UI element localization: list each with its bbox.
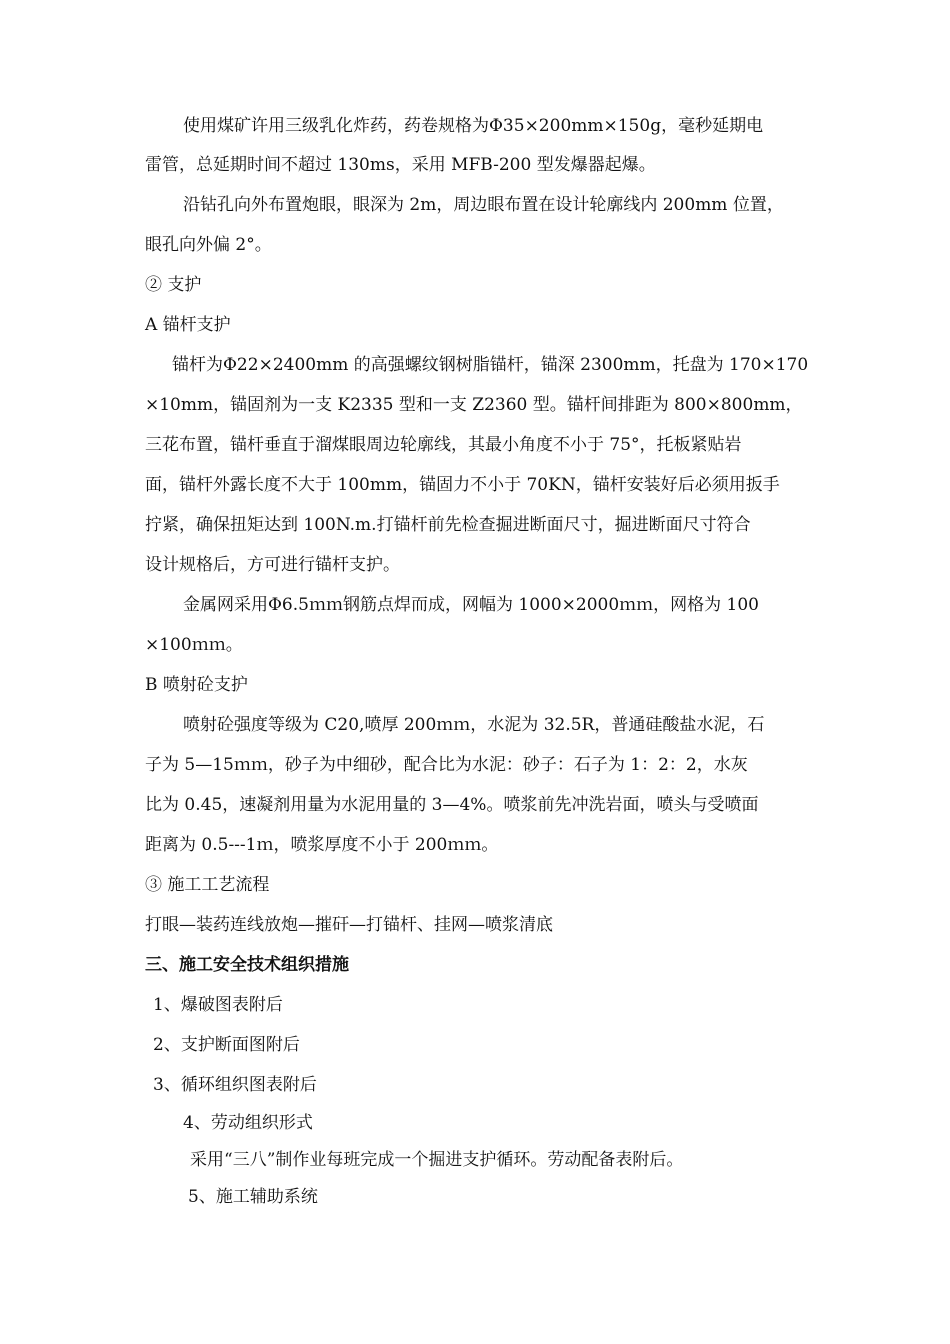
section-heading: ③ 施工工艺流程 xyxy=(145,875,270,895)
list-item: 5、施工辅助系统 xyxy=(188,1187,318,1207)
paragraph-line: 使用煤矿许用三级乳化炸药，药卷规格为Φ35×200mm×150g，毫秒延期电 xyxy=(183,116,764,136)
paragraph-line: 三花布置，锚杆垂直于溜煤眼周边轮廓线，其最小角度不小于 75°，托板紧贴岩 xyxy=(145,435,742,455)
paragraph-line: 金属网采用Φ6.5ｍｍ钢筋点焊而成，网幅为 1000×2000ｍｍ，网格为 100 xyxy=(183,595,759,615)
paragraph-line: 距离为 0.5---1ｍ，喷浆厚度不小于 200ｍｍ。 xyxy=(145,835,499,855)
paragraph-line: 眼孔向外偏 2°。 xyxy=(145,235,272,255)
paragraph-line: ×10mm，锚固剂为一支 K2335 型和一支 Z2360 型。锚杆间排距为 800×800mm， xyxy=(145,395,803,415)
paragraph-line: 喷射砼强度等级为 C20,喷厚 200ｍｍ，水泥为 32.5R，普通硅酸盐水泥，石 xyxy=(183,715,765,735)
paragraph-line: 设计规格后，方可进行锚杆支护。 xyxy=(145,555,400,575)
list-item: 1、爆破图表附后 xyxy=(153,995,283,1015)
paragraph-line: 打眼—装药连线放炮—摧矸—打锚杆、挂网—喷浆清底 xyxy=(145,915,553,935)
paragraph-line: 锚杆为Φ22×2400mm 的高强螺纹钢树脂锚杆，锚深 2300mm，托盘为 170×170 xyxy=(172,355,809,375)
paragraph-line: 面，锚杆外露长度不大于 100mm，锚固力不小于 70KN，锚杆安装好后必须用扳手 xyxy=(145,475,780,495)
list-item: 2、支护断面图附后 xyxy=(153,1035,300,1055)
paragraph-line: 子为 5—15ｍｍ，砂子为中细砂，配合比为水泥：砂子：石子为 1：2：2，水灰 xyxy=(145,755,748,775)
paragraph-line: 拧紧，确保扭矩达到 100N.m.打锚杆前先检查掘进断面尺寸，掘进断面尺寸符合 xyxy=(145,515,751,535)
paragraph-line: 沿钻孔向外布置炮眼，眼深为 2m，周边眼布置在设计轮廓线内 200mm 位置， xyxy=(183,195,784,215)
paragraph-line: 比为 0.45，速凝剂用量为水泥用量的 3—4%。喷浆前先冲洗岩面，喷头与受喷面 xyxy=(145,795,759,815)
section-heading: A 锚杆支护 xyxy=(145,315,231,335)
list-item: 3、循环组织图表附后 xyxy=(153,1075,317,1095)
paragraph-line: 雷管，总延期时间不超过 130ms，采用 MFB-200 型发爆器起爆。 xyxy=(145,155,656,175)
chapter-heading: 三、施工安全技术组织措施 xyxy=(145,955,349,975)
list-item: 4、劳动组织形式 xyxy=(183,1113,313,1133)
paragraph-line: 采用“三八”制作业每班完成一个掘进支护循环。劳动配备表附后。 xyxy=(190,1150,684,1170)
section-heading: ② 支护 xyxy=(145,275,202,295)
section-heading: B 喷射砼支护 xyxy=(145,675,248,695)
paragraph-line: ×100ｍｍ。 xyxy=(145,635,243,655)
